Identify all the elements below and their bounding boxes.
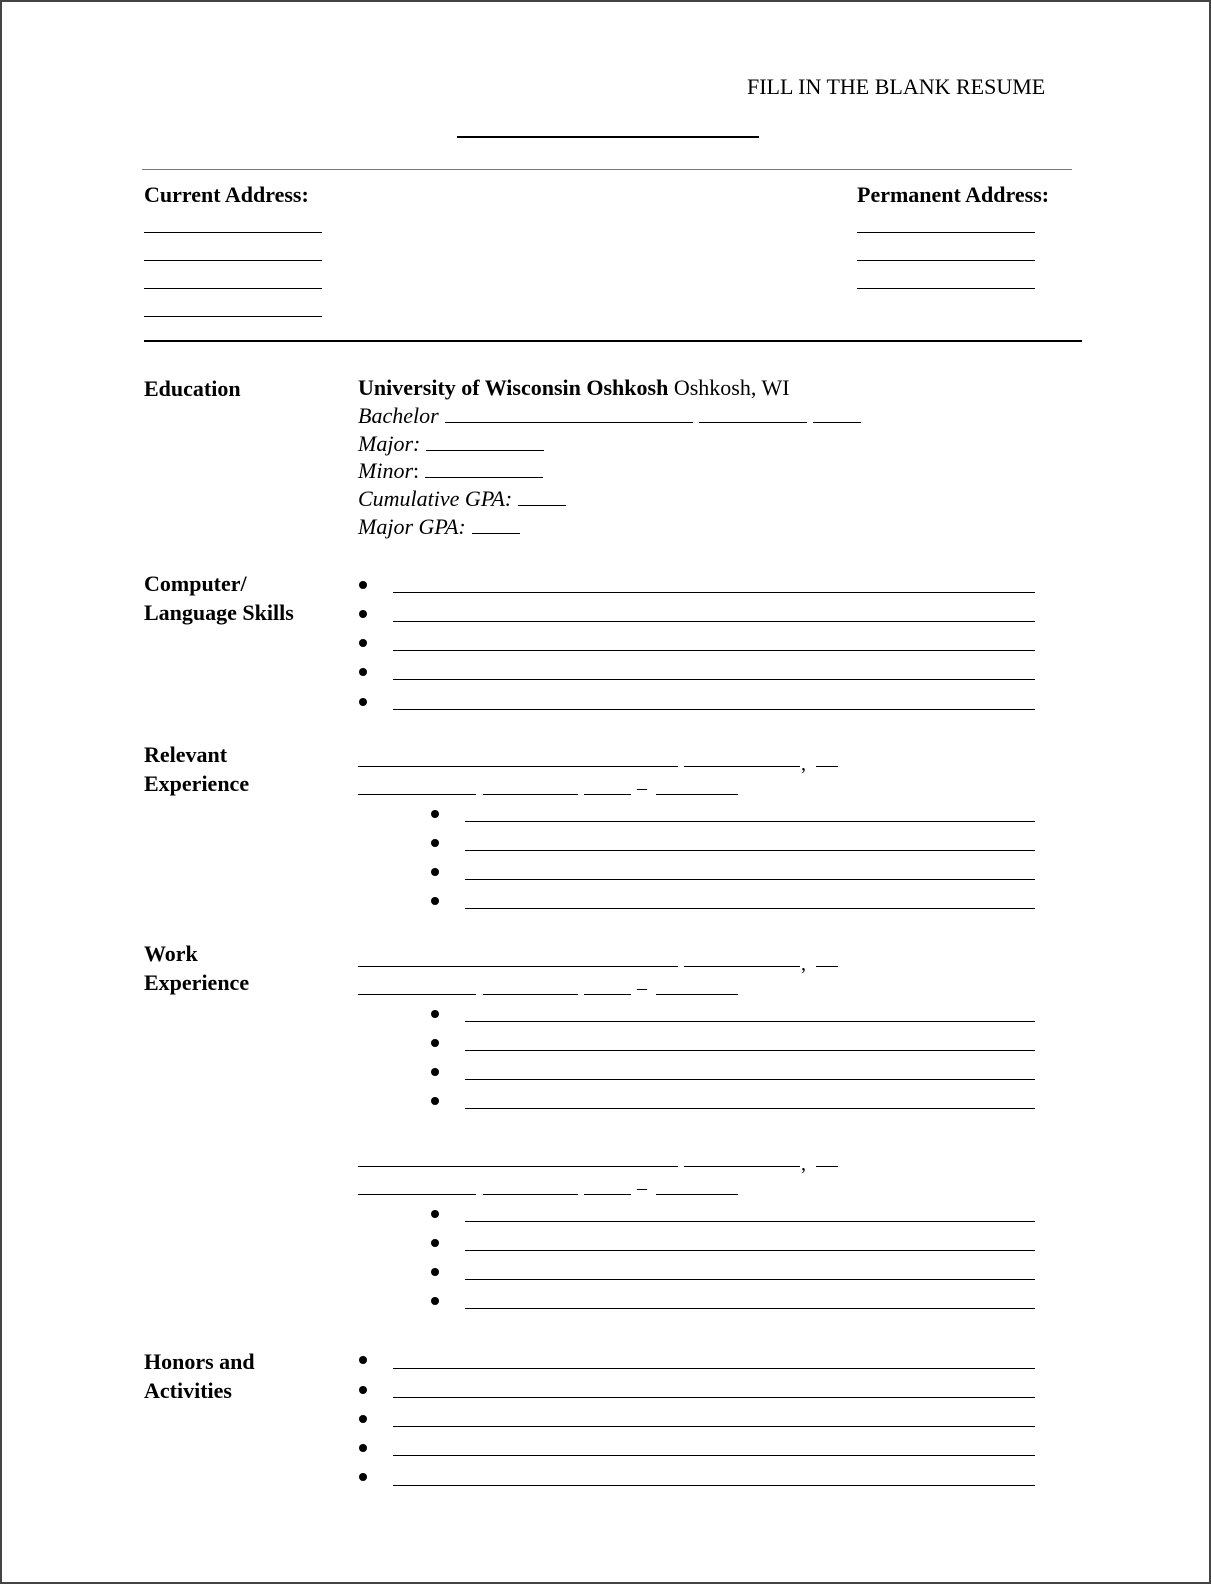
state-blank <box>816 1166 838 1167</box>
bullet <box>359 668 367 676</box>
duty-blank-line <box>465 1308 1035 1309</box>
year-blank <box>584 994 631 995</box>
cumulative-gpa-blank <box>518 487 566 506</box>
bullet <box>431 810 439 818</box>
current-address-line <box>144 288 322 289</box>
bachelor-line <box>358 402 861 429</box>
current-address-label: Current Address: <box>144 182 309 207</box>
honor-blank-line <box>393 1397 1035 1398</box>
honors-label <box>144 1347 255 1405</box>
skill-blank-line <box>393 679 1035 680</box>
duty-blank-line <box>465 1108 1035 1109</box>
bullet <box>431 868 439 876</box>
major-blank <box>426 432 544 451</box>
end-date-blank <box>656 994 738 995</box>
bullet <box>431 1068 439 1076</box>
employer-blank <box>358 966 678 967</box>
bullet <box>359 581 367 589</box>
month-blank <box>483 1194 578 1195</box>
duty-blank-line <box>465 1221 1035 1222</box>
degree-blank <box>445 404 693 423</box>
permanent-address-line <box>857 232 1035 233</box>
document-title: FILL IN THE BLANK RESUME <box>747 74 1046 99</box>
bullet <box>431 1039 439 1047</box>
duty-blank-line <box>465 908 1035 909</box>
position-blank <box>358 994 476 995</box>
skills-label-line2: Language Skills <box>144 600 294 625</box>
major-gpa-label: Major GPA: <box>358 514 466 539</box>
work-label-line1: Work <box>144 941 198 966</box>
minor-line <box>358 457 543 484</box>
bachelor-label: Bachelor <box>358 403 439 428</box>
permanent-address-label: Permanent Address: <box>857 182 1050 207</box>
employer-blank <box>358 766 678 767</box>
major-gpa-blank <box>472 515 520 534</box>
education-label: Education <box>144 376 241 401</box>
relevant-label-line2: Experience <box>144 771 250 796</box>
employer-blank <box>358 1166 678 1167</box>
relevant-label-line1: Relevant <box>144 742 228 767</box>
school-location: Oshkosh, WI <box>673 375 790 400</box>
duty-blank-line <box>465 1021 1035 1022</box>
major-gpa-line <box>358 513 520 540</box>
bullet <box>359 1415 367 1423</box>
skills-label <box>144 569 294 627</box>
month-blank <box>483 994 578 995</box>
duty-blank-line <box>465 1079 1035 1080</box>
bullet <box>359 1444 367 1452</box>
bullet <box>431 1097 439 1105</box>
month-blank <box>483 794 578 795</box>
dash-separator: – <box>637 977 647 999</box>
dash-separator: – <box>637 1177 647 1199</box>
year-blank <box>584 1194 631 1195</box>
duty-blank-line <box>465 1279 1035 1280</box>
bullet <box>359 1473 367 1481</box>
major-label: Major: <box>358 431 421 456</box>
bullet <box>431 1268 439 1276</box>
skills-label-line1: Computer/ <box>144 571 247 596</box>
position-blank <box>358 1194 476 1195</box>
duty-blank-line <box>465 879 1035 880</box>
bullet <box>359 639 367 647</box>
current-address-line <box>144 260 322 261</box>
relevant-experience-label <box>144 740 249 798</box>
school-name: University of Wisconsin Oshkosh <box>358 375 669 400</box>
honor-blank-line <box>393 1368 1035 1369</box>
duty-blank-line <box>465 821 1035 822</box>
current-address-line <box>144 232 322 233</box>
degree-blank <box>813 404 861 423</box>
header-divider <box>142 169 1072 170</box>
work-label-line2: Experience <box>144 970 250 995</box>
state-blank <box>816 966 838 967</box>
dash-separator: – <box>637 777 647 799</box>
bullet <box>431 1010 439 1018</box>
degree-blank <box>699 404 807 423</box>
cumulative-gpa-line <box>358 485 566 512</box>
address-divider <box>144 340 1082 342</box>
bullet <box>431 839 439 847</box>
comma-separator: , <box>801 753 806 775</box>
current-address-line <box>144 316 322 317</box>
comma-separator: , <box>801 953 806 975</box>
skill-blank-line <box>393 709 1035 710</box>
duty-blank-line <box>465 850 1035 851</box>
city-blank <box>684 766 800 767</box>
honor-blank-line <box>393 1426 1035 1427</box>
minor-label: Minor <box>358 458 413 483</box>
year-blank <box>584 794 631 795</box>
bullet <box>431 1210 439 1218</box>
cumulative-gpa-label: Cumulative GPA: <box>358 486 513 511</box>
city-blank <box>684 966 800 967</box>
duty-blank-line <box>465 1250 1035 1251</box>
bullet <box>359 610 367 618</box>
city-blank <box>684 1166 800 1167</box>
skill-blank-line <box>393 621 1035 622</box>
duty-blank-line <box>465 1050 1035 1051</box>
bullet <box>359 698 367 706</box>
bullet <box>431 1297 439 1305</box>
bullet <box>359 1386 367 1394</box>
name-blank-line <box>457 136 759 138</box>
skill-blank-line <box>393 592 1035 593</box>
minor-colon: : <box>413 458 420 483</box>
major-line <box>358 430 544 457</box>
end-date-blank <box>656 794 738 795</box>
minor-blank <box>425 459 543 478</box>
bullet <box>431 1239 439 1247</box>
state-blank <box>816 766 838 767</box>
school-line <box>358 374 790 401</box>
end-date-blank <box>656 1194 738 1195</box>
work-experience-label <box>144 939 249 997</box>
position-blank <box>358 794 476 795</box>
honors-label-line1: Honors and <box>144 1349 255 1374</box>
bullet <box>431 897 439 905</box>
permanent-address-line <box>857 288 1035 289</box>
skill-blank-line <box>393 650 1035 651</box>
honor-blank-line <box>393 1485 1035 1486</box>
honor-blank-line <box>393 1455 1035 1456</box>
permanent-address-line <box>857 260 1035 261</box>
comma-separator: , <box>801 1153 806 1175</box>
bullet <box>359 1356 367 1364</box>
honors-label-line2: Activities <box>144 1378 232 1403</box>
